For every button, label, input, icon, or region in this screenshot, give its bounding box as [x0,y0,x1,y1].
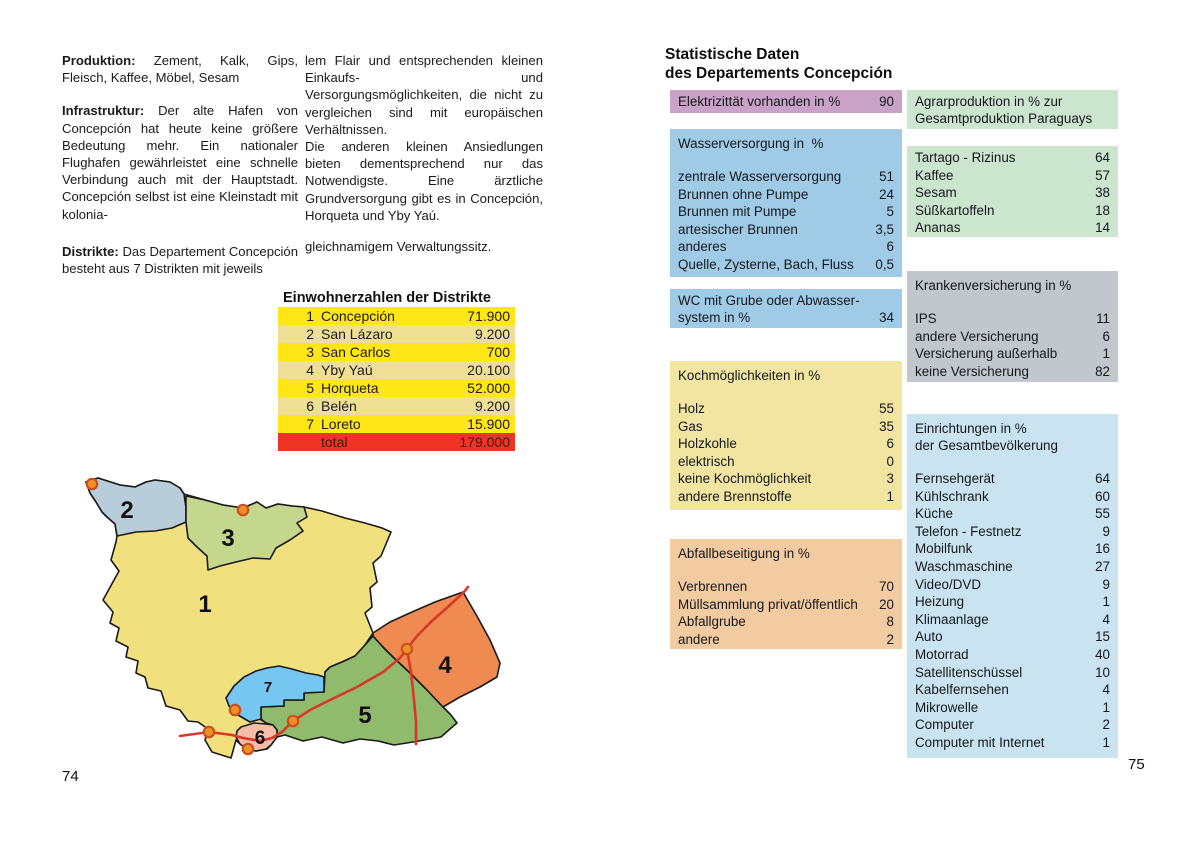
stat-label: Waschmaschine [915,558,1013,574]
stat-label: Computer mit Internet [915,734,1045,750]
spacer [678,152,894,168]
stat-label: Fernsehgerät [915,471,995,486]
stat-value: 3 [886,471,894,487]
table-row [278,343,515,361]
district-population: 71.900 [467,308,510,324]
district-1-label: 1 [198,591,212,618]
water-supply-rows [678,168,894,274]
stat-label: Tartago - Rizinus [915,150,1016,165]
district-population: 9.200 [474,398,510,414]
town-marker-icon [243,744,253,754]
stat-value: 20 [879,596,894,612]
stat-label: Kaffee [915,167,954,183]
agriculture-header-block [907,90,1118,129]
district-number: 6 [306,398,314,414]
district-name: San Lázaro [321,326,393,342]
stat-label: keine Kochmöglichkeit [678,471,812,487]
stat-value: 1 [1102,734,1110,750]
stat-label: andere Versicherung [915,328,1039,344]
stat-value: 18 [1095,202,1110,218]
waste-rows [678,578,894,648]
stat-row [915,310,1110,328]
town-marker-icon [238,505,248,515]
stat-value: 60 [1095,488,1110,504]
stat-value: 8 [886,614,894,630]
table-total-row [278,433,515,451]
column2-paragraph-3: gleichnamigem Verwaltungssitz. [305,239,492,255]
stat-row [678,203,894,221]
stat-value: 64 [1095,150,1110,165]
block-title: Wasserversorgung in % [678,136,824,151]
page75-title [665,45,892,83]
stat-value: 6 [886,239,894,255]
district-name: Horqueta [321,380,379,396]
stat-label: Satellitenschüssel [915,664,1023,680]
block-title: Abfallbeseitigung in % [678,546,810,561]
district-population-rows [278,307,515,433]
stat-label: Holzkohle [678,436,737,452]
stat-value: 55 [1095,506,1110,522]
stat-label: andere Brennstoffe [678,488,792,504]
stat-value: 24 [879,186,894,202]
stat-row [915,488,1110,506]
agriculture-rows [915,149,1110,237]
stat-label: Kühlschrank [915,488,989,504]
district-7-label: 7 [263,679,273,696]
stat-row [915,470,1110,488]
stat-label: IPS [915,311,937,326]
stat-row [678,400,894,418]
stat-value: 6 [886,436,894,452]
stat-value: 5 [886,204,894,220]
stat-row [915,523,1110,541]
infrastruktur-text: Der alte Hafen von Concepción hat heute keine größere Bedeutung mehr. Ein nationaler Flughafen gewährleistet eine schnelle Verbindung auch mit der Hauptstadt. Concepción selbst ist eine Kleinstadt mit kolonia- [62,103,298,222]
block-title-line2: Gesamtproduktion Paraguays [915,111,1093,126]
stat-row [915,167,1110,185]
stat-value: 16 [1095,541,1110,557]
page75-title-line2: des Departements Concepción [665,65,893,82]
stat-label: Küche [915,506,953,522]
town-marker-icon [288,716,298,726]
household-amenities-block [907,414,1118,758]
district-number: 1 [306,308,314,324]
stat-row [915,664,1110,682]
table-row [278,415,515,433]
district-population: 15.900 [467,416,510,432]
table-row [278,307,515,325]
stat-value: 1 [1102,594,1110,610]
distrikte-text: Das Departement Concepción besteht aus 7 Distrikten mit jeweils [62,243,298,277]
stat-label: Sesam [915,185,957,201]
produktion-text: Zement, Kalk, Gips, Fleisch, Kaffee, Möbel, Sesam [62,53,298,86]
stat-row [915,345,1110,363]
stat-value: 4 [1102,682,1110,698]
stat-value: 55 [879,401,894,416]
stat-value: 1 [1102,699,1110,715]
stat-value: 3,5 [875,221,894,237]
stat-value: 40 [1095,646,1110,662]
stat-value: 34 [879,310,894,325]
stat-value: 0 [886,453,894,469]
block-title-line2: system in % [678,310,751,325]
stat-row [678,578,894,596]
district-population: 52.000 [467,380,510,396]
district-3-label: 3 [221,525,235,552]
stat-row [678,168,894,186]
stat-row [915,540,1110,558]
stat-label: Video/DVD [915,576,981,592]
stat-label: Computer [915,717,974,733]
stat-label: Heizung [915,594,965,610]
page75-title-line1: Statistische Daten [665,46,800,63]
stat-row [915,576,1110,594]
district-5-label: 5 [358,702,372,729]
district-number: 5 [306,380,314,396]
district-number: 4 [306,362,314,378]
stat-row [678,93,894,111]
stat-label: keine Versicherung [915,363,1029,379]
water-supply-block [670,129,902,277]
stat-label: Mobilfunk [915,541,973,557]
infrastruktur-paragraph [62,102,298,222]
stat-value: 2 [1102,717,1110,733]
town-marker-icon [87,479,97,489]
stat-label: Brunnen mit Pumpe [678,204,797,220]
stat-value: 82 [1095,363,1110,379]
spacer [915,294,1110,310]
stat-row [915,149,1110,167]
spacer [915,454,1110,470]
stat-label: Motorrad [915,646,969,662]
stat-row [915,734,1110,752]
stat-row [915,699,1110,717]
stat-value: 35 [879,418,894,434]
cooking-block [670,361,902,510]
district-name: Concepción [321,308,395,324]
town-marker-icon [230,705,240,715]
stat-row [915,716,1110,734]
spacer [678,562,894,578]
stat-row [915,681,1110,699]
stat-label: Kabelfernsehen [915,682,1009,698]
stat-value: 1 [1102,346,1110,362]
stat-label: Müllsammlung privat/öffentlich [678,596,858,612]
page74-text-column-2 [305,52,543,255]
column2-paragraph-2: Die anderen kleinen Ansiedlungen bieten dementsprechend nur das Notwendigste. Eine ärztliche Grundversorgung gibt es in Concepción, Horqueta und Yby Yaú. [305,139,543,223]
electricity-block [670,90,902,113]
stat-row [915,363,1110,381]
spacer [678,384,894,400]
stat-value: 11 [1096,311,1110,326]
stat-value: 64 [1095,471,1110,486]
stat-row [678,596,894,614]
stat-label: Ananas [915,220,961,236]
stat-row [678,186,894,204]
stat-label: Telefon - Festnetz [915,523,1022,539]
cooking-rows [678,400,894,506]
district-population-table [278,307,515,451]
stat-row [915,558,1110,576]
page-number-74: 74 [62,768,79,785]
table-row [278,325,515,343]
table-row [278,379,515,397]
stat-value: 1 [886,488,894,504]
stat-value: 2 [886,631,894,647]
amenities-rows [915,470,1110,752]
stat-value: 15 [1095,629,1110,645]
stat-label: Gas [678,418,703,434]
district-population: 9.200 [474,326,510,342]
block-title-line1: Einrichtungen in % [915,421,1027,436]
concepcion-district-map [60,460,520,780]
block-title: Krankenversicherung in % [915,278,1072,293]
distrikte-paragraph [62,243,298,277]
stat-label: elektrisch [678,453,735,469]
stat-value: 6 [1102,328,1110,344]
toilet-block [670,289,902,328]
district-4-label: 4 [438,652,452,679]
page74-text-column-1 [62,52,298,277]
stat-row [678,488,894,506]
stat-row [915,505,1110,523]
district-number: 3 [306,344,314,360]
agriculture-list-block [907,146,1118,237]
stat-label: Brunnen ohne Pumpe [678,186,809,202]
stat-row [678,309,894,327]
stat-value: 14 [1095,220,1110,236]
page-number-75: 75 [1128,756,1145,773]
stat-row [915,628,1110,646]
stat-row [678,470,894,488]
town-marker-icon [402,644,412,654]
stat-row [678,221,894,239]
stat-value: 10 [1095,664,1110,680]
stat-row [678,418,894,436]
health-insurance-block [907,271,1118,382]
stat-label: Versicherung außerhalb [915,346,1058,362]
stat-row [678,453,894,471]
total-value: 179.000 [459,434,510,450]
stat-label: Holz [678,401,705,416]
stat-row [678,256,894,274]
produktion-paragraph [62,52,298,86]
district-2-label: 2 [120,497,134,524]
stat-value: 51 [879,169,894,184]
district-name: Loreto [321,416,361,432]
block-title-line2: der Gesamtbevölkerung [915,438,1058,453]
stat-value: 0,5 [875,256,894,272]
district-number: 2 [306,326,314,342]
stat-label: Verbrennen [678,579,748,594]
stat-label: Abfallgrube [678,614,746,630]
stat-value: 38 [1095,185,1110,201]
stat-label: Mikrowelle [915,699,979,715]
stat-label: Auto [915,629,943,645]
stat-row [678,238,894,256]
stat-label: Elektrizittät vorhanden in % [678,94,841,109]
total-label: total [321,434,348,450]
stat-row [678,631,894,649]
district-population-table-title: Einwohnerzahlen der Distrikte [283,290,491,306]
stat-row [915,611,1110,629]
block-title: Kochmöglichkeiten in % [678,368,821,383]
stat-row [915,328,1110,346]
stat-label: Quelle, Zysterne, Bach, Fluss [678,256,854,272]
district-number: 7 [306,416,314,432]
district-population: 700 [486,344,510,360]
stat-label: Süßkartoffeln [915,202,995,218]
stat-label: Klimaanlage [915,611,989,627]
district-6-label: 6 [254,728,266,749]
table-row [278,397,515,415]
stat-row [678,435,894,453]
block-title-line1: WC mit Grube oder Abwasser- [678,293,860,308]
stat-value: 57 [1095,167,1110,183]
stat-label: artesischer Brunnen [678,221,798,237]
stat-label: zentrale Wasserversorgung [678,169,842,184]
stat-label: andere [678,631,720,647]
stat-value: 9 [1102,576,1110,592]
stat-value: 90 [879,94,894,109]
district-population: 20.100 [467,362,510,378]
distrikte-label: Distrikte: [62,243,119,259]
stat-row [915,202,1110,220]
stat-row [678,613,894,631]
column2-paragraph-1: lem Flair und entsprechenden kleinen Einkaufs- und Versorgungsmöglichkeiten, die nicht zu vergleichen sind mit europäischen Verhältnissen. [305,53,543,137]
produktion-label: Produktion: [62,53,136,68]
stat-value: 70 [879,579,894,594]
district-name: San Carlos [321,344,391,360]
insurance-rows [915,310,1110,380]
stat-row [915,184,1110,202]
town-marker-icon [204,727,214,737]
waste-disposal-block [670,539,902,649]
stat-value: 9 [1102,523,1110,539]
stat-row [915,219,1110,237]
district-name: Yby Yaú [321,362,373,378]
district-name: Belén [321,398,357,414]
stat-row [915,593,1110,611]
stat-value: 4 [1102,611,1110,627]
district-2-shape [86,478,186,536]
stat-label: anderes [678,239,727,255]
stat-value: 27 [1095,558,1110,574]
stat-row [915,646,1110,664]
table-row [278,361,515,379]
block-title-line1: Agrarproduktion in % zur [915,94,1063,109]
infrastruktur-label: Infrastruktur: [62,103,145,119]
